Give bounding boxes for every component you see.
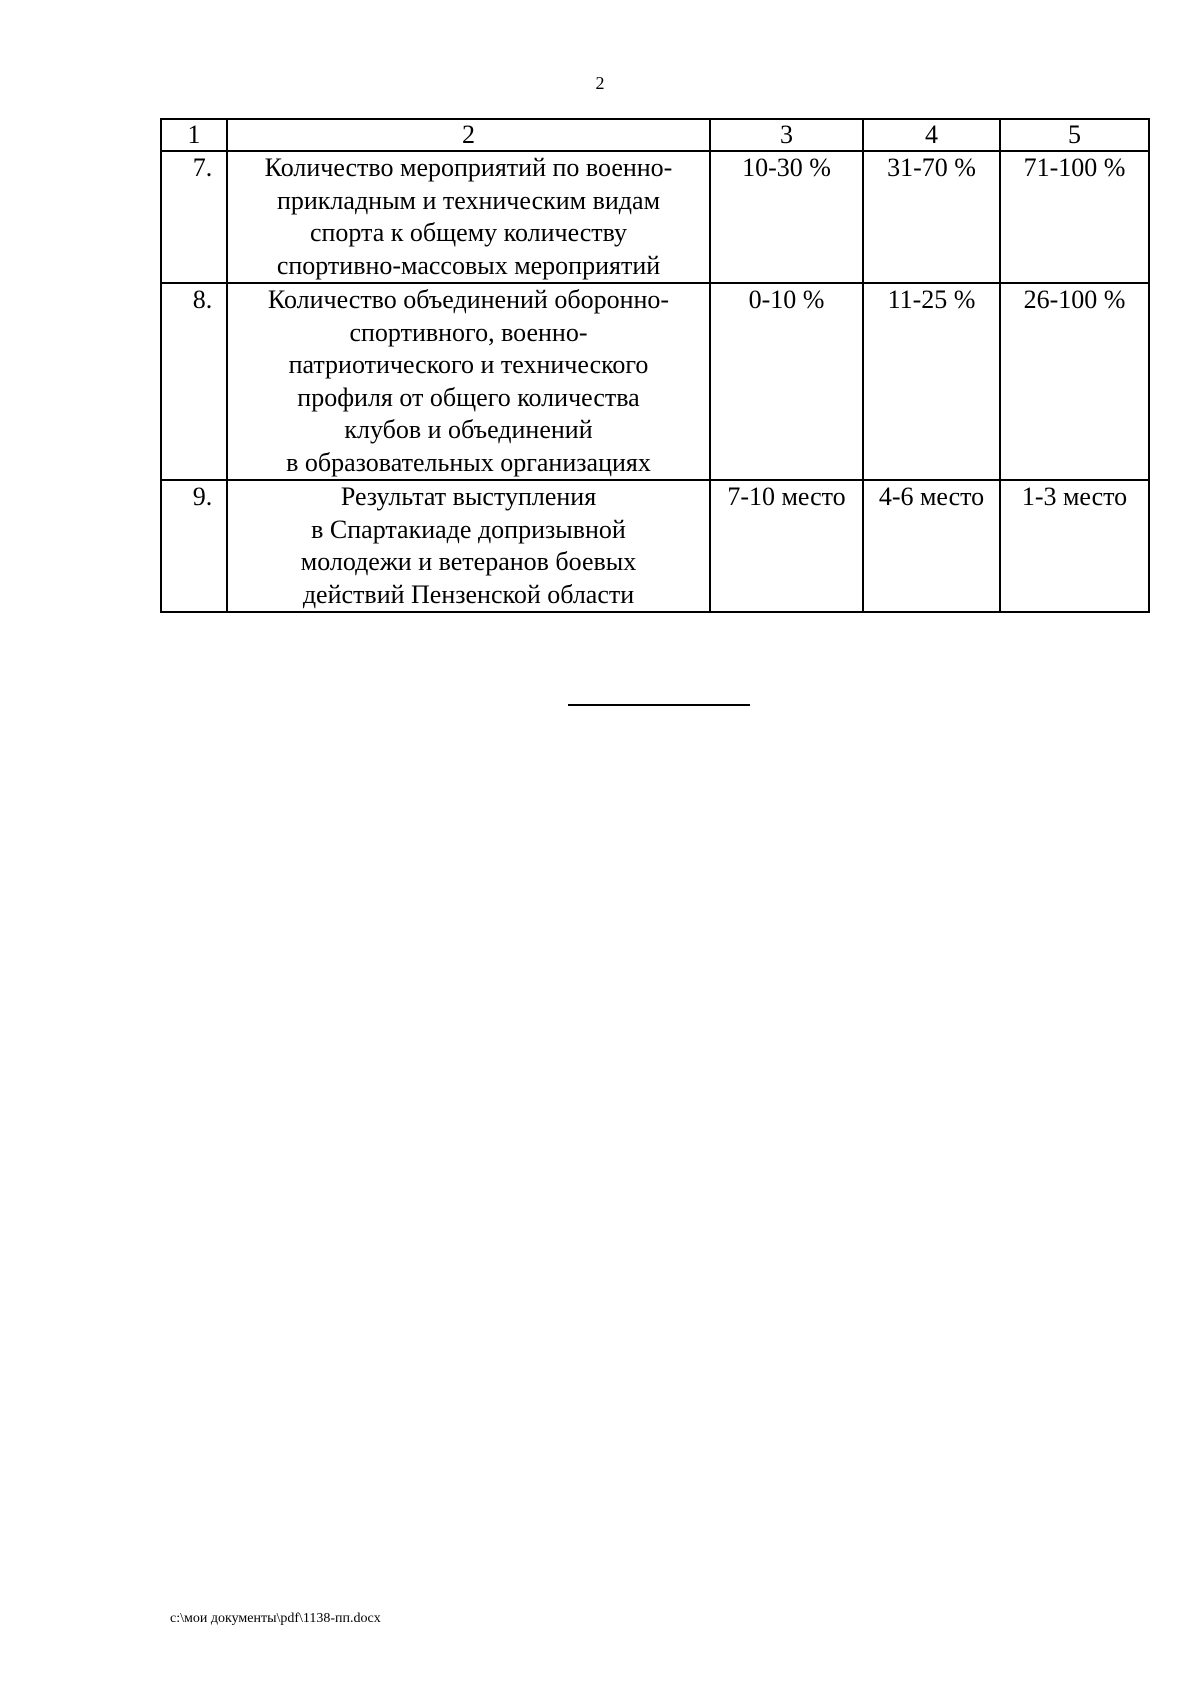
row-number-cell [161, 283, 227, 480]
value-cell-3: 10-30 % [710, 151, 863, 283]
description-cell [227, 480, 710, 612]
row-number-cell [161, 480, 227, 612]
row-number: 7. [192, 153, 213, 182]
value-cell-3: 0-10 % [710, 283, 863, 480]
description-line: в Спартакиаде допризывной [311, 514, 626, 544]
row-number: 9. [192, 482, 213, 511]
description-line: Количество объединений оборонно- [267, 285, 670, 314]
value-cell-4: 31-70 % [863, 151, 1000, 283]
row-number: 8. [192, 285, 213, 314]
description-line: патриотического и технического [288, 350, 649, 379]
description-line: Результат выступления [340, 482, 597, 511]
description-line: спортивного, военно- [349, 317, 588, 347]
description-cell [227, 151, 710, 283]
end-separator-line [568, 704, 750, 706]
table-header-cell: 1 [161, 119, 227, 151]
value-cell-4: 11-25 % [863, 283, 1000, 480]
description-line: клубов и объединений [344, 415, 593, 444]
description-line: в образовательных организациях [286, 447, 651, 477]
description-line: Количество мероприятий по военно- [264, 153, 673, 182]
description-line: прикладным и техническим видам [276, 185, 661, 215]
description-line: действий Пензенской области [302, 579, 635, 609]
footer-file-path: c:\мои документы\pdf\1138-пп.docx [170, 1611, 381, 1626]
table-header-cell: 3 [710, 119, 863, 151]
table-row [161, 283, 1149, 480]
value-cell-5: 26-100 % [1000, 283, 1149, 480]
page-number: 2 [595, 73, 605, 93]
description-cell [227, 283, 710, 480]
value-cell-3: 7-10 место [710, 480, 863, 612]
row-number-cell [161, 151, 227, 283]
table-header-cell: 4 [863, 119, 1000, 151]
description-line: спорта к общему количеству [309, 218, 628, 247]
value-cell-5: 1-3 место [1000, 480, 1149, 612]
value-cell-4: 4-6 место [863, 480, 1000, 612]
description-line: молодежи и ветеранов боевых [300, 547, 637, 576]
table-header-row [161, 119, 1149, 151]
table-row [161, 480, 1149, 612]
description-line: профиля от общего количества [297, 382, 640, 412]
criteria-table [160, 118, 1150, 613]
description-line: спортивно-массовых мероприятий [276, 250, 661, 280]
table-row [161, 151, 1149, 283]
table-header-cell: 5 [1000, 119, 1149, 151]
table-header-cell: 2 [227, 119, 710, 151]
value-cell-5: 71-100 % [1000, 151, 1149, 283]
